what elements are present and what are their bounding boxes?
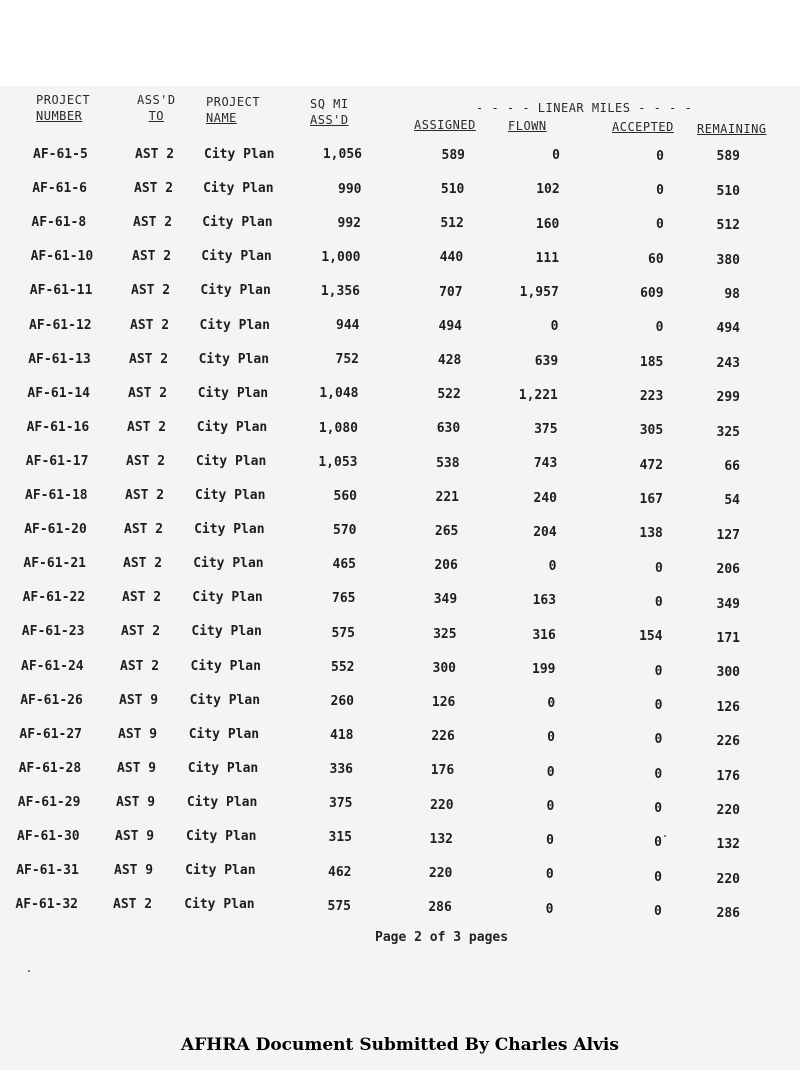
cell-to: AST 2 (134, 181, 174, 197)
cell-to: AST 2 (121, 624, 161, 640)
cell-accepted: 185 (639, 354, 664, 370)
cell-to: AST 2 (127, 419, 167, 435)
cell-project: AF-61-5 (33, 147, 88, 162)
cell-sqmi: 418 (330, 727, 354, 743)
cell-accepted: 0 (654, 732, 663, 748)
cell-to: AST 9 (115, 829, 155, 844)
cell-name: City Plan (201, 249, 272, 265)
cell-flown: 0 (550, 319, 559, 335)
top-margin (0, 0, 800, 86)
cell-sqmi: 1,080 (318, 420, 358, 436)
cell-project: AF-61-14 (27, 385, 91, 401)
cell-flown: 0 (546, 833, 554, 849)
cell-accepted: 167 (639, 492, 663, 508)
cell-sqmi: 552 (331, 659, 355, 675)
document-page (0, 86, 800, 1070)
cell-accepted: 0 (656, 183, 664, 199)
cell-project: AF-61-16 (26, 419, 90, 435)
cell-sqmi: 465 (332, 557, 356, 573)
cell-to: AST 2 (123, 556, 163, 572)
cell-project: AF-61-32 (15, 897, 79, 913)
cell-to: AST 2 (135, 147, 175, 162)
cell-flown: 0 (547, 696, 556, 712)
cell-accepted: 609 (640, 286, 664, 302)
cell-name: City Plan (196, 419, 268, 435)
cell-name: City Plan (185, 863, 256, 879)
cell-accepted: 0 (655, 320, 664, 336)
cell-sqmi: 575 (327, 898, 351, 914)
cell-assigned: 265 (434, 524, 459, 539)
cell-to: AST 2 (131, 283, 171, 299)
cell-project: AF-61-31 (16, 863, 79, 879)
cell-project: AF-61-12 (29, 317, 92, 333)
cell-flown: 0 (545, 901, 554, 917)
cell-project: AF-61-17 (25, 453, 89, 469)
cell-name: City Plan (202, 215, 273, 231)
cell-remaining: 226 (716, 734, 740, 750)
cell-remaining: 512 (716, 218, 740, 234)
cell-remaining: 54 (724, 493, 740, 509)
cell-remaining: 286 (716, 906, 740, 922)
cell-to: AST 9 (116, 794, 156, 810)
cell-name: City Plan (199, 317, 270, 333)
cell-project: AF-61-11 (29, 283, 93, 299)
cell-to: AST 2 (120, 658, 160, 674)
cell-sqmi: 336 (329, 762, 353, 778)
cell-sqmi: 260 (330, 693, 354, 709)
cell-remaining: 66 (724, 459, 740, 474)
cell-sqmi: 992 (337, 215, 361, 231)
cell-project: AF-61-22 (22, 590, 86, 606)
cell-sqmi: 315 (328, 830, 352, 846)
cell-to: AST 2 (113, 897, 153, 913)
cell-accepted: 0 (653, 903, 662, 919)
cell-assigned: 206 (434, 558, 458, 574)
cell-sqmi: 990 (338, 181, 362, 197)
cell-name: City Plan (198, 351, 270, 367)
cell-flown: 1,221 (518, 387, 558, 403)
cell-flown: 0 (546, 798, 555, 814)
cell-name: City Plan (187, 760, 259, 776)
cell-remaining: 349 (716, 596, 740, 612)
cell-accepted: 0 (654, 835, 662, 851)
cell-sqmi: 752 (335, 352, 359, 368)
cell-to: AST 2 (130, 317, 170, 333)
cell-sqmi: 462 (328, 864, 352, 880)
cell-remaining: 171 (716, 631, 740, 646)
cell-to: AST 2 (125, 488, 165, 503)
cell-project: AF-61-6 (32, 181, 87, 197)
cell-flown: 160 (535, 216, 560, 232)
cell-sqmi: 1,053 (318, 454, 358, 470)
cell-to: AST 9 (119, 692, 159, 708)
cell-name: City Plan (186, 829, 257, 844)
cell-flown: 0 (545, 867, 554, 883)
cell-name: City Plan (203, 181, 274, 197)
cell-remaining: 243 (716, 355, 740, 371)
cell-to: AST 9 (118, 726, 158, 742)
cell-sqmi: 1,000 (321, 249, 361, 265)
cell-accepted: 223 (639, 389, 664, 405)
cell-remaining: 127 (716, 527, 740, 543)
cell-assigned: 226 (431, 729, 455, 745)
cell-accepted: 305 (639, 423, 664, 439)
cell-assigned: 494 (438, 318, 462, 334)
cell-accepted: 0 (654, 595, 663, 611)
cell-flown: 743 (533, 456, 558, 472)
cell-assigned: 428 (437, 353, 462, 368)
cell-assigned: 349 (433, 592, 458, 608)
cell-accepted: 138 (639, 526, 663, 542)
cell-name: City Plan (195, 453, 267, 469)
cell-flown: 240 (533, 490, 557, 506)
cell-project: AF-61-28 (18, 760, 82, 776)
cell-name: City Plan (184, 897, 255, 913)
cell-remaining: 380 (716, 252, 740, 268)
cell-project: AF-61-18 (25, 488, 88, 503)
cell-to: AST 9 (117, 760, 157, 776)
cell-assigned: 510 (440, 182, 465, 197)
cell-sqmi: 1,048 (319, 386, 359, 402)
cell-to: AST 2 (133, 215, 173, 231)
document-credit: AFHRA Document Submitted By Charles Alvis (181, 1035, 619, 1055)
cell-remaining: 325 (716, 424, 740, 440)
cell-accepted: 0 (655, 217, 664, 233)
cell-project: AF-61-27 (19, 726, 83, 742)
cell-assigned: 221 (435, 489, 459, 505)
cell-assigned: 325 (433, 626, 457, 642)
cell-accepted: 0 (654, 663, 663, 679)
cell-to: AST 2 (132, 249, 172, 265)
cell-to: AST 2 (126, 453, 166, 469)
cell-accepted: 0 (654, 698, 663, 713)
cell-flown: 102 (536, 182, 560, 198)
cell-assigned: 220 (430, 797, 454, 813)
cell-flown: 0 (548, 559, 557, 575)
cell-remaining: 176 (716, 768, 740, 784)
cell-assigned: 126 (431, 695, 456, 710)
scan-speck (664, 835, 666, 837)
cell-remaining: 220 (716, 871, 740, 887)
cell-name: City Plan (200, 283, 271, 299)
header-flown: FLOWN (508, 119, 547, 133)
cell-remaining: 494 (716, 321, 740, 337)
cell-accepted: 0 (656, 148, 664, 164)
header-remaining: REMAINING (697, 122, 767, 136)
cell-assigned: 286 (428, 900, 452, 916)
cell-assigned: 707 (439, 284, 463, 300)
cell-sqmi: 375 (329, 796, 353, 812)
cell-flown: 0 (552, 148, 560, 164)
cell-assigned: 630 (436, 421, 461, 437)
cell-sqmi: 560 (333, 488, 357, 504)
cell-remaining: 98 (724, 287, 740, 302)
cell-name: City Plan (191, 624, 262, 640)
cell-project: AF-61-8 (31, 215, 87, 231)
cell-sqmi: 944 (336, 318, 360, 334)
cell-accepted: 0 (654, 560, 663, 576)
cell-sqmi: 570 (333, 523, 357, 539)
cell-accepted: 0 (654, 800, 663, 816)
cell-project: AF-61-10 (30, 249, 94, 265)
cell-project: AF-61-26 (20, 692, 83, 708)
cell-flown: 639 (534, 353, 559, 369)
cell-to: AST 2 (122, 590, 162, 606)
cell-flown: 1,957 (519, 285, 559, 301)
header-assigned: ASSIGNED (414, 118, 476, 132)
cell-name: City Plan (186, 794, 258, 810)
cell-to: AST 2 (129, 351, 169, 367)
header-sq-mi: SQ MI ASS'D (310, 97, 349, 127)
cell-name: City Plan (189, 692, 261, 708)
cell-assigned: 176 (430, 763, 455, 779)
cell-sqmi: 765 (332, 591, 356, 607)
cell-flown: 163 (532, 593, 557, 609)
cell-name: City Plan (204, 147, 275, 162)
cell-assigned: 132 (429, 831, 453, 847)
cell-flown: 199 (532, 661, 556, 677)
cell-remaining: 206 (716, 562, 740, 578)
cell-flown: 375 (534, 422, 558, 438)
scan-speck (28, 970, 30, 972)
cell-accepted: 0 (654, 869, 662, 885)
cell-name: City Plan (195, 488, 266, 503)
cell-name: City Plan (194, 522, 265, 538)
cell-project: AF-61-13 (28, 351, 91, 367)
header-linear-miles: - - - - LINEAR MILES - - - - (476, 101, 693, 115)
cell-flown: 0 (547, 730, 555, 746)
cell-flown: 204 (533, 524, 557, 540)
cell-remaining: 220 (716, 803, 740, 818)
cell-name: City Plan (190, 658, 261, 674)
cell-sqmi: 1,056 (322, 147, 362, 163)
cell-remaining: 510 (716, 183, 740, 199)
cell-assigned: 538 (436, 455, 460, 471)
cell-flown: 111 (535, 250, 560, 266)
cell-project: AF-61-23 (21, 624, 85, 640)
header-project-name: PROJECT NAME (206, 95, 261, 125)
cell-sqmi: 575 (331, 625, 355, 641)
cell-project: AF-61-29 (17, 794, 81, 810)
cell-assigned: 440 (439, 250, 464, 266)
cell-project: AF-61-21 (23, 556, 87, 572)
cell-remaining: 300 (716, 665, 740, 681)
cell-remaining: 132 (716, 837, 740, 853)
cell-name: City Plan (188, 726, 260, 742)
cell-remaining: 126 (716, 699, 740, 715)
header-project-number: PROJECT NUMBER (36, 93, 91, 123)
cell-name: City Plan (193, 556, 264, 572)
cell-accepted: 472 (639, 457, 664, 473)
cell-to: AST 2 (124, 522, 164, 538)
header-assd-to: ASS'D TO (137, 93, 176, 123)
cell-accepted: 154 (639, 629, 663, 645)
cell-assigned: 522 (437, 387, 461, 403)
cell-project: AF-61-20 (24, 522, 87, 538)
cell-sqmi: 1,356 (320, 284, 360, 299)
cell-project: AF-61-30 (17, 829, 80, 844)
cell-flown: 316 (532, 627, 556, 643)
cell-assigned: 220 (428, 866, 453, 881)
cell-assigned: 589 (441, 147, 465, 163)
cell-assigned: 300 (432, 660, 456, 676)
cell-remaining: 299 (716, 390, 740, 406)
cell-project: AF-61-24 (21, 658, 84, 674)
page-indicator: Page 2 of 3 pages (375, 930, 509, 945)
header-accepted: ACCEPTED (612, 120, 674, 134)
cell-name: City Plan (192, 590, 263, 606)
cell-to: AST 2 (128, 385, 168, 401)
cell-accepted: 60 (648, 251, 664, 267)
cell-name: City Plan (197, 385, 269, 401)
cell-to: AST 9 (114, 863, 154, 879)
cell-assigned: 512 (440, 216, 464, 232)
cell-remaining: 589 (716, 149, 740, 165)
cell-accepted: 0 (654, 766, 663, 782)
cell-flown: 0 (546, 764, 555, 780)
